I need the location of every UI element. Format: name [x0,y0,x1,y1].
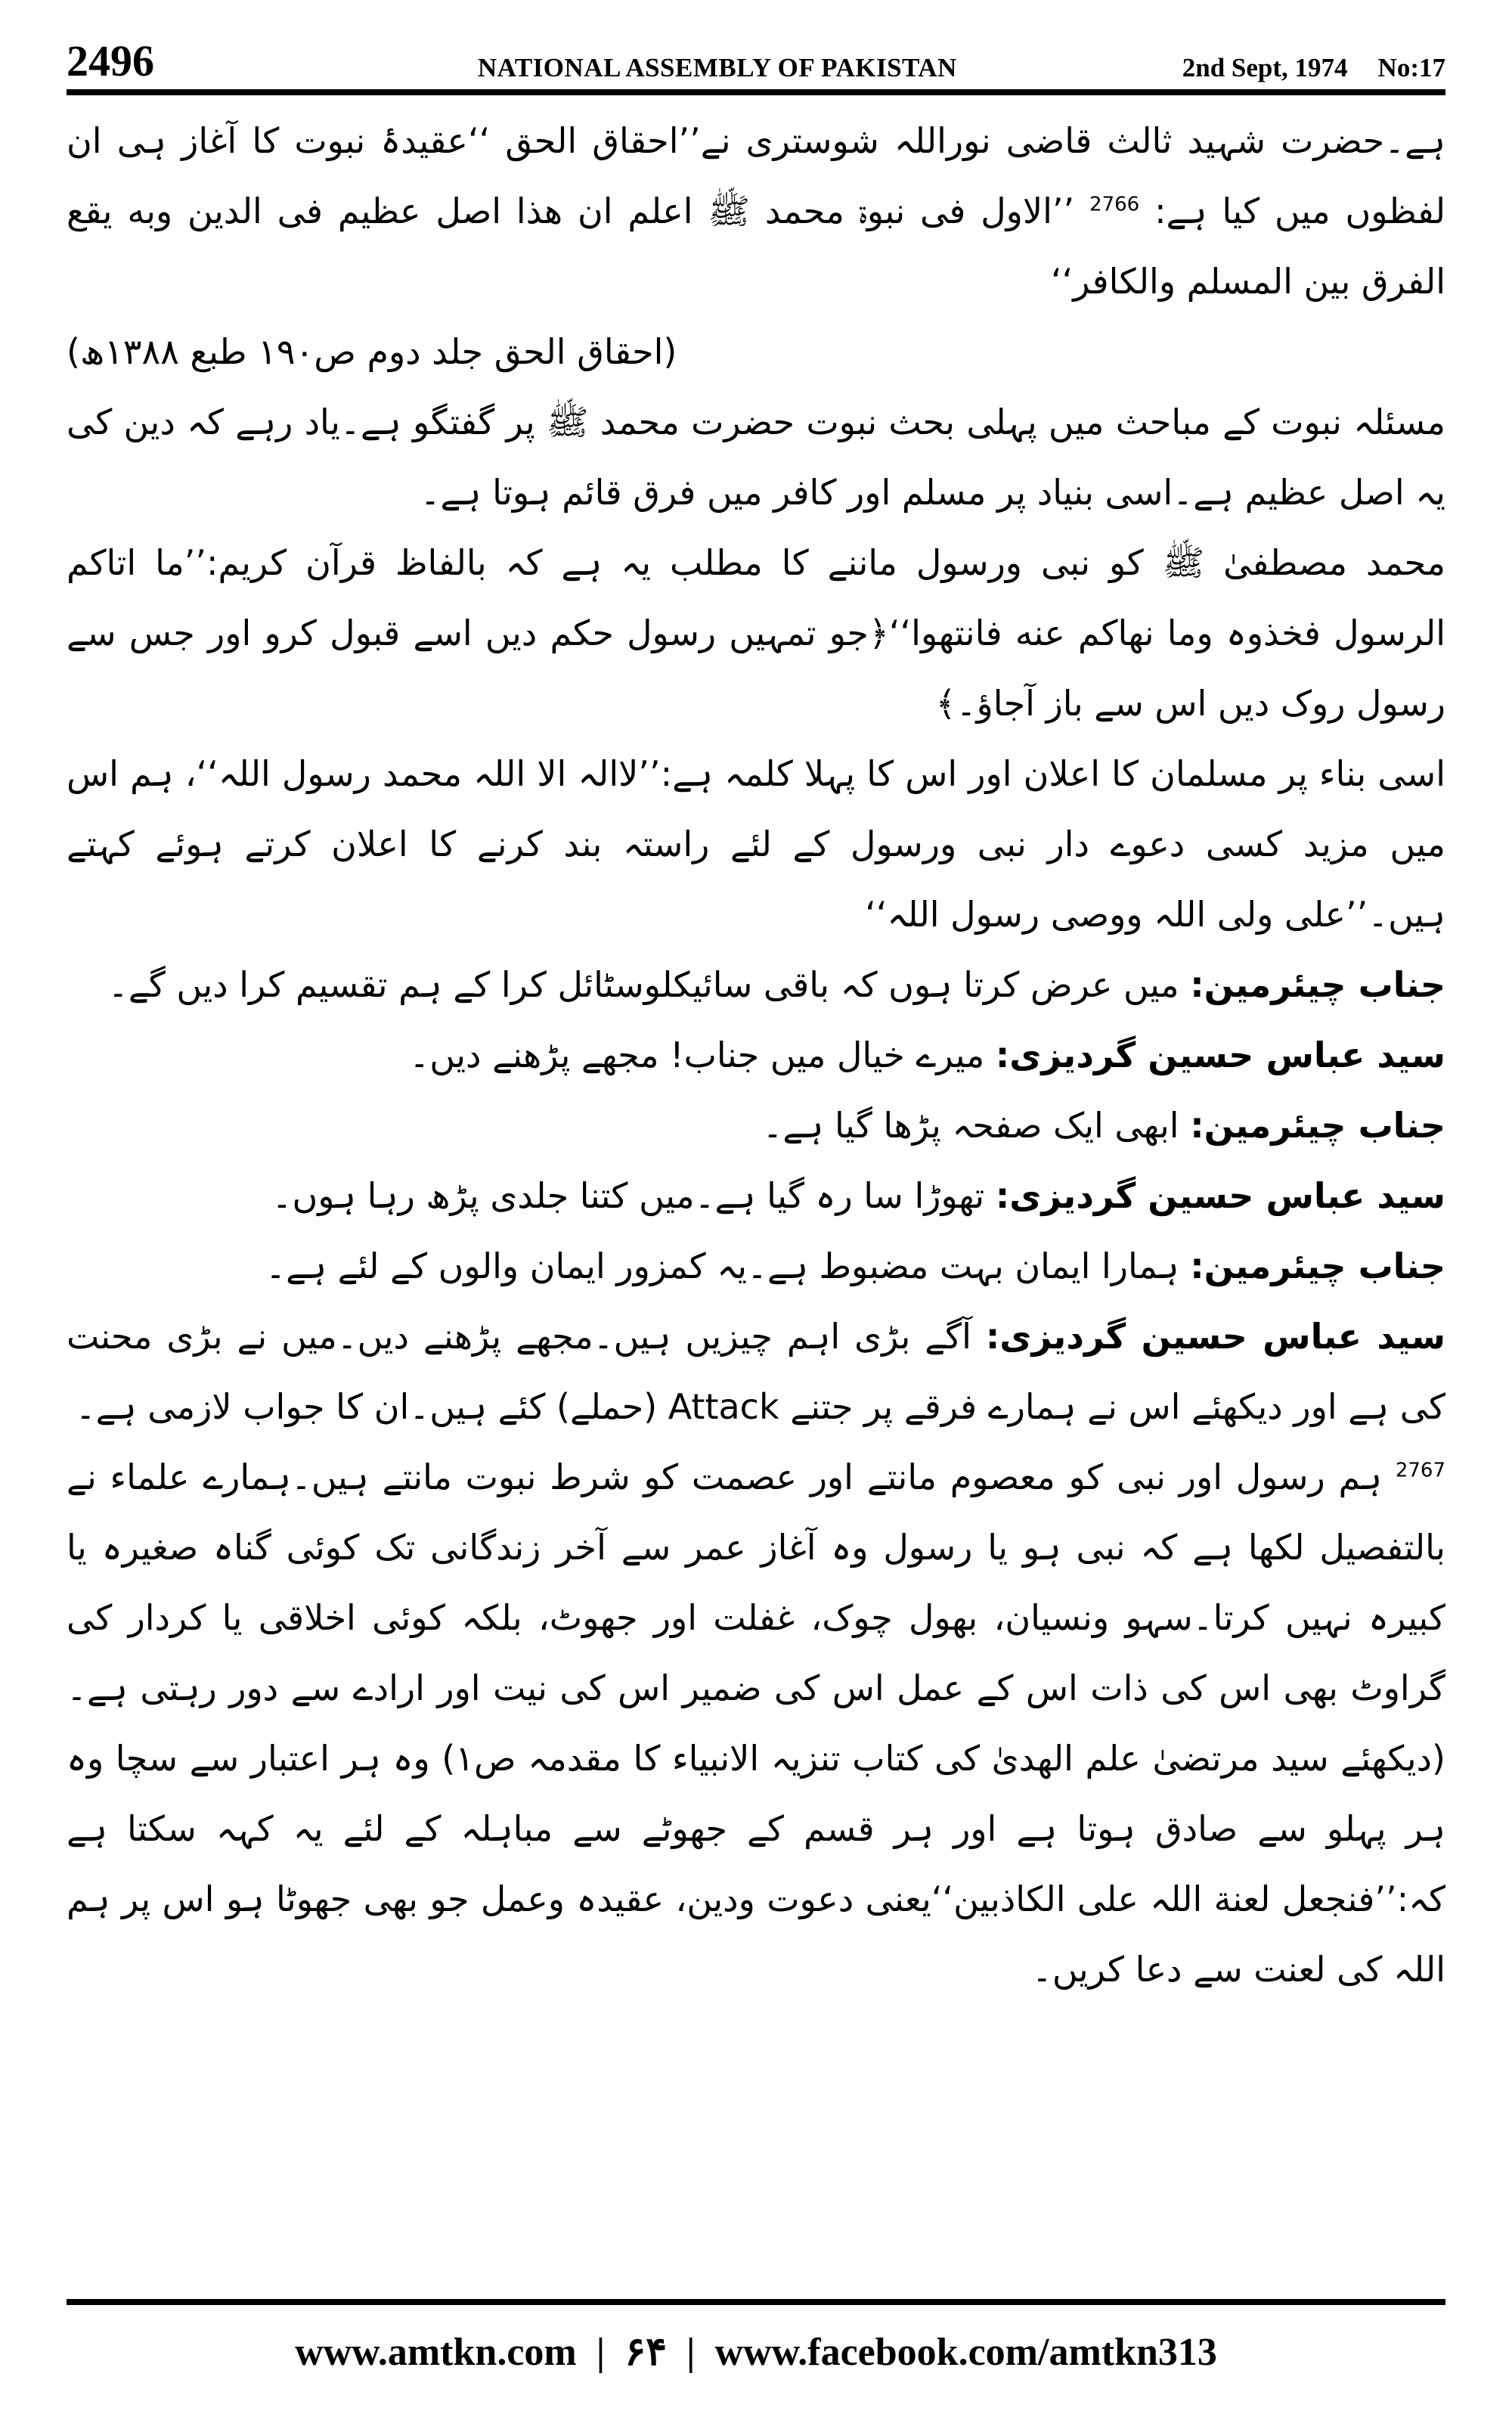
dialogue-line [67,1020,1445,1091]
speaker-name: جناب چیئرمین: [1190,1105,1445,1146]
footer-separator: | [596,2330,606,2374]
speaker-name: جناب چیئرمین: [1190,1246,1445,1286]
speech-text: ابھی ایک صفحہ پڑھا گیا ہے۔ [762,1105,1179,1146]
paragraph-text: ہم رسول اور نبی کو معصوم مانتے اور عصمت کو شرط نبوت مانتے ہیں۔ہمارے علماء نے بالتفصیل لکھا ہے کہ نبی ہو یا رسول وہ آغاز عمر سے آخر زندگانی تک کوئی گناہ صغیرہ یا کبیرہ نہیں کرتا۔سہو ونسیان، بھول چوک، غفلت اور جھوٹ، بلکہ کوئی اخلاقی یا کردار کی گراوٹ بھی اس کی ذات اس کے عمل اس کی ضمیر اس کی نیت اور ارادے سے دور رہتی ہے۔(دیکھئے سید مرتضیٰ علم الھدیٰ کی کتاب تنزیہ الانبیاء کا مقدمہ ص۱) وہ ہر اعتبار سے سچا وہ ہر پہلو سے صادق ہوتا ہے اور ہر قسم کے جھوٹے سے مباہلہ کے لئے یہ کہہ سکتا ہے کہ:’’فنجعل لعنة اللہ علی الکاذبین‘‘یعنی دعوت ودین، عقیدہ وعمل جو بھی جھوٹا ہو اس پر ہم اللہ کی لعنت سے دعا کریں۔ [67,1457,1445,1990]
paragraph [67,106,1445,317]
dialogue-line [67,1231,1445,1302]
speech-text: میرے خیال میں جناب! مجھے پڑھنے دیں۔ [409,1035,985,1075]
dialogue-line [67,1302,1445,1442]
speaker-name: جناب چیئرمین: [1190,964,1445,1005]
facebook-url: www.facebook.com/amtkn313 [714,2330,1217,2374]
paragraph: مسئلہ نبوت کے مباحث میں پہلی بحث نبوت حضرت محمد ﷺ پر گفتگو ہے۔یاد رہے کہ دین کی یہ اصل عظیم ہے۔اسی بنیاد پر مسلم اور کافر میں فرق قائم ہوتا ہے۔ [67,402,1445,513]
speech-text: میں عرض کرتا ہوں کہ باقی سائیکلوسٹائل کرا کے ہم تقسیم کرا دیں گے۔ [107,964,1179,1005]
footnote-marker: 2766 [1089,193,1140,216]
paragraph: اسی بناء پر مسلمان کا اعلان اور اس کا پہلا کلمہ ہے:’’لاالہ الا اللہ محمد رسول اللہ‘‘، ہم اس میں مزید کسی دعوے دار نبی ورسول کے لئے راستہ بند کرنے کا اعلان کرتے ہوئے کہتے ہیں۔’’علی ولی اللہ ووصی رسول اللہ‘‘ [67,753,1445,935]
header-rule [67,89,1445,95]
page-number: 2496 [67,36,154,85]
speech-text: آگے بڑی اہم چیزیں ہیں۔مجھے پڑھنے دیں۔میں نے بڑی محنت کی ہے اور دیکھئے اس نے ہمارے فرقے پر جتنے Attack (حملے) کئے ہیں۔ان کا جواب لازمی ہے۔ [67,1316,1445,1427]
session-date: 2nd Sept, 1974 [1182,53,1348,82]
page-marker: ۶۴ [624,2331,668,2374]
speech-text: تھوڑا سا رہ گیا ہے۔میں کتنا جلدی پڑھ رہا ہوں۔ [271,1175,985,1216]
footer-rule [67,2299,1445,2305]
paragraph [67,1442,1445,2005]
paragraph-text: ہے۔حضرت شہید ثالث قاضی نوراللہ شوستری نے’’احقاق الحق ‘‘عقیدۂ نبوت کا آغاز ہی ان لفظوں میں کیا ہے: [67,120,1445,231]
speaker-name: سید عباس حسین گردیزی: [995,1035,1445,1075]
paragraph: محمد مصطفیٰ ﷺ کو نبی ورسول ماننے کا مطلب یہ ہے کہ بالفاظ قرآن کریم:’’ما اتاکم الرسول فخذوہ وما نھاکم عنه فانتھوا‘‘﴿جو تمہیں رسول حکم دیں اسے قبول کرو اور جس سے رسول روک دیں اس سے باز آجاؤ۔﴾ [67,542,1445,724]
dialogue-line [67,1161,1445,1231]
reference-citation: (احقاق الحق جلد دوم ص۱۹۰ طبع ۱۳۸۸ھ) [67,331,677,372]
reference-row [67,317,1445,387]
speech-text: ہمارا ایمان بہت مضبوط ہے۔یہ کمزور ایمان والوں کے لئے ہے۔ [265,1246,1179,1286]
page-header [67,30,1445,83]
page-body [67,106,1445,2291]
arabic-quote: ’’الاول فی نبوۃ محمد ﷺ اعلم ان ھذا اصل عظیم فی الدین وبه یقع الفرق بین المسلم والکافر‘‘ [67,191,1445,302]
website-url: www.amtkn.com [295,2330,577,2374]
dialogue-line [67,950,1445,1020]
footer-separator: | [686,2330,696,2374]
session-meta [1182,53,1445,83]
session-number: No:17 [1377,53,1445,82]
speaker-name: سید عباس حسین گردیزی: [985,1316,1445,1357]
speaker-name: سید عباس حسین گردیزی: [995,1175,1445,1216]
page-footer [67,2322,1445,2382]
footnote-marker: 2767 [1395,1459,1445,1482]
publication-title: NATIONAL ASSEMBLY OF PAKISTAN [477,53,957,82]
dialogue-line [67,1091,1445,1161]
